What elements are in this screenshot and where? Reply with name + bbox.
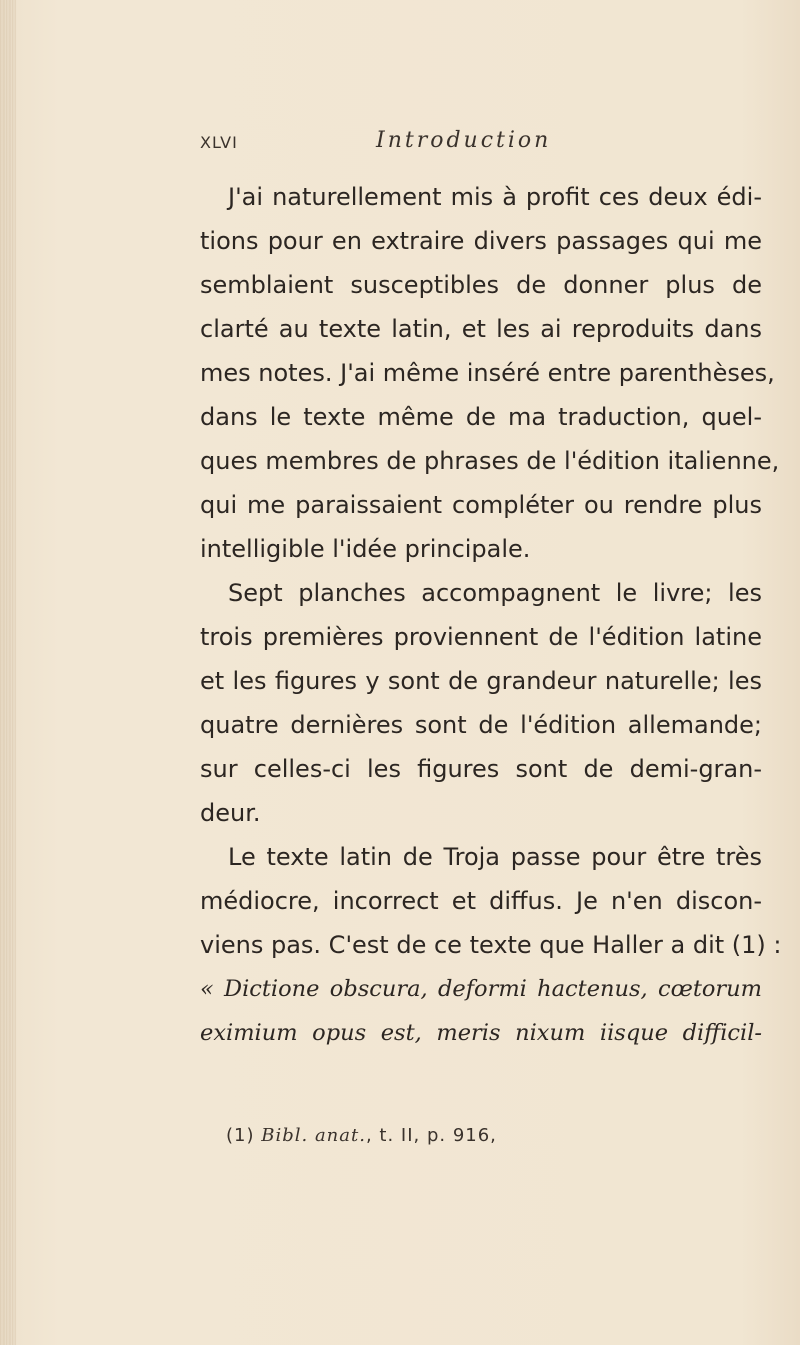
page-gutter xyxy=(0,0,16,1345)
text-line: mes notes. J'ai même inséré entre parenthèses, xyxy=(200,359,775,387)
text-line: Sept planches accompagnent le livre; les xyxy=(228,579,762,607)
footnote-details: , t. II, p. 916, xyxy=(365,1125,497,1146)
footnote-marker: (1) xyxy=(226,1125,255,1146)
text-line: et les figures y sont de grandeur naturelle; les xyxy=(200,667,762,695)
text-line: quatre dernières sont de l'édition allemande; xyxy=(200,711,762,739)
text-line: viens pas. C'est de ce texte que Haller a dit (1) : xyxy=(200,931,782,959)
text-line: médiocre, incorrect et diffus. Je n'en discon- xyxy=(200,887,762,915)
page-number: XLVI xyxy=(200,133,238,152)
text-line: semblaient susceptibles de donner plus de xyxy=(200,271,762,299)
text-line: trois premières proviennent de l'édition latine xyxy=(200,623,762,651)
page-header xyxy=(200,128,620,160)
body-text xyxy=(200,175,782,1055)
text-line: dans le texte même de ma traduction, quel- xyxy=(200,403,762,431)
latin-quote-line: eximium opus est, meris nixum iisque difficil- xyxy=(200,1020,762,1046)
text-line: qui me paraissaient compléter ou rendre plus xyxy=(200,491,762,519)
text-line: sur celles-ci les figures sont de demi-gran- xyxy=(200,755,762,783)
text-line: intelligible l'idée principale. xyxy=(200,535,531,563)
text-line: Le texte latin de Troja passe pour être très xyxy=(228,843,762,871)
text-line: ques membres de phrases de l'édition italienne, xyxy=(200,447,780,475)
text-line: tions pour en extraire divers passages qui me xyxy=(200,227,762,255)
running-title: Introduction xyxy=(376,128,552,153)
text-line: clarté au texte latin, et les ai reproduits dans xyxy=(200,315,762,343)
text-line: deur. xyxy=(200,799,261,827)
text-line: J'ai naturellement mis à profit ces deux édi- xyxy=(228,183,762,211)
latin-quote-line: « Dictione obscura, deformi hactenus, cœtorum xyxy=(200,976,762,1002)
footnote xyxy=(226,1125,497,1146)
footnote-reference: Bibl. anat. xyxy=(261,1125,366,1146)
